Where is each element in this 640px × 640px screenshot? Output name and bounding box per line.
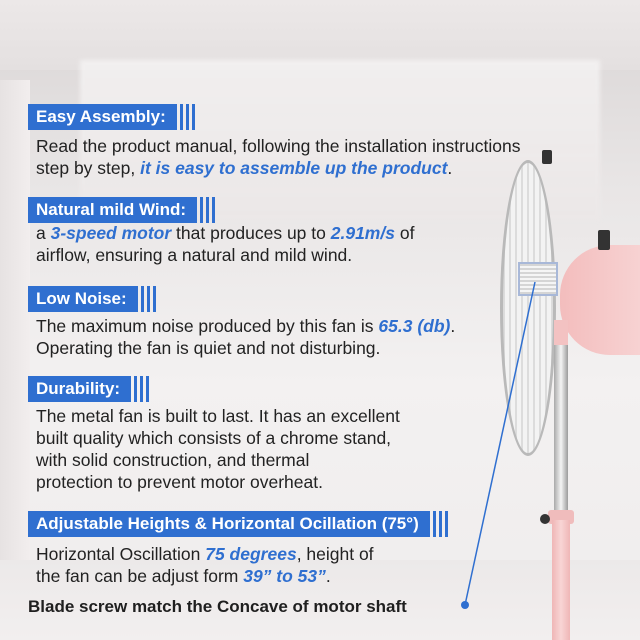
section-text: The metal fan is built to last. It has an excellent built quality which consists of a chrome stand, with solid construction, and thermal protection to prevent motor overheat. <box>36 406 400 492</box>
section-tag: Low Noise: <box>28 286 135 312</box>
section-text: Read the product manual, following the installation instructions step by step, it is easy to assemble up the product. <box>36 136 521 178</box>
section-tag: Natural mild Wind: <box>28 197 194 223</box>
section-tag: Easy Assembly: <box>28 104 174 130</box>
section-text: a 3-speed motor that produces up to 2.91m/s of airflow, ensuring a natural and mild wind. <box>36 223 415 265</box>
bottom-note: Blade screw match the Concave of motor shaft <box>28 597 407 616</box>
section-low-noise <box>28 286 135 312</box>
section-tag: Adjustable Heights & Horizontal Ocillation (75°) <box>28 511 427 537</box>
section-text: The maximum noise produced by this fan is 65.3 (db). Operating the fan is quiet and not disturbing. <box>36 316 456 358</box>
section-easy-assembly <box>28 104 174 130</box>
section-natural-wind <box>28 197 194 223</box>
section-tag: Durability: <box>28 376 128 402</box>
section-adjustable-heights <box>28 511 427 537</box>
section-durability <box>28 376 128 402</box>
section-text: Horizontal Oscillation 75 degrees, height of the fan can be adjust form 39” to 53”. <box>36 544 374 586</box>
